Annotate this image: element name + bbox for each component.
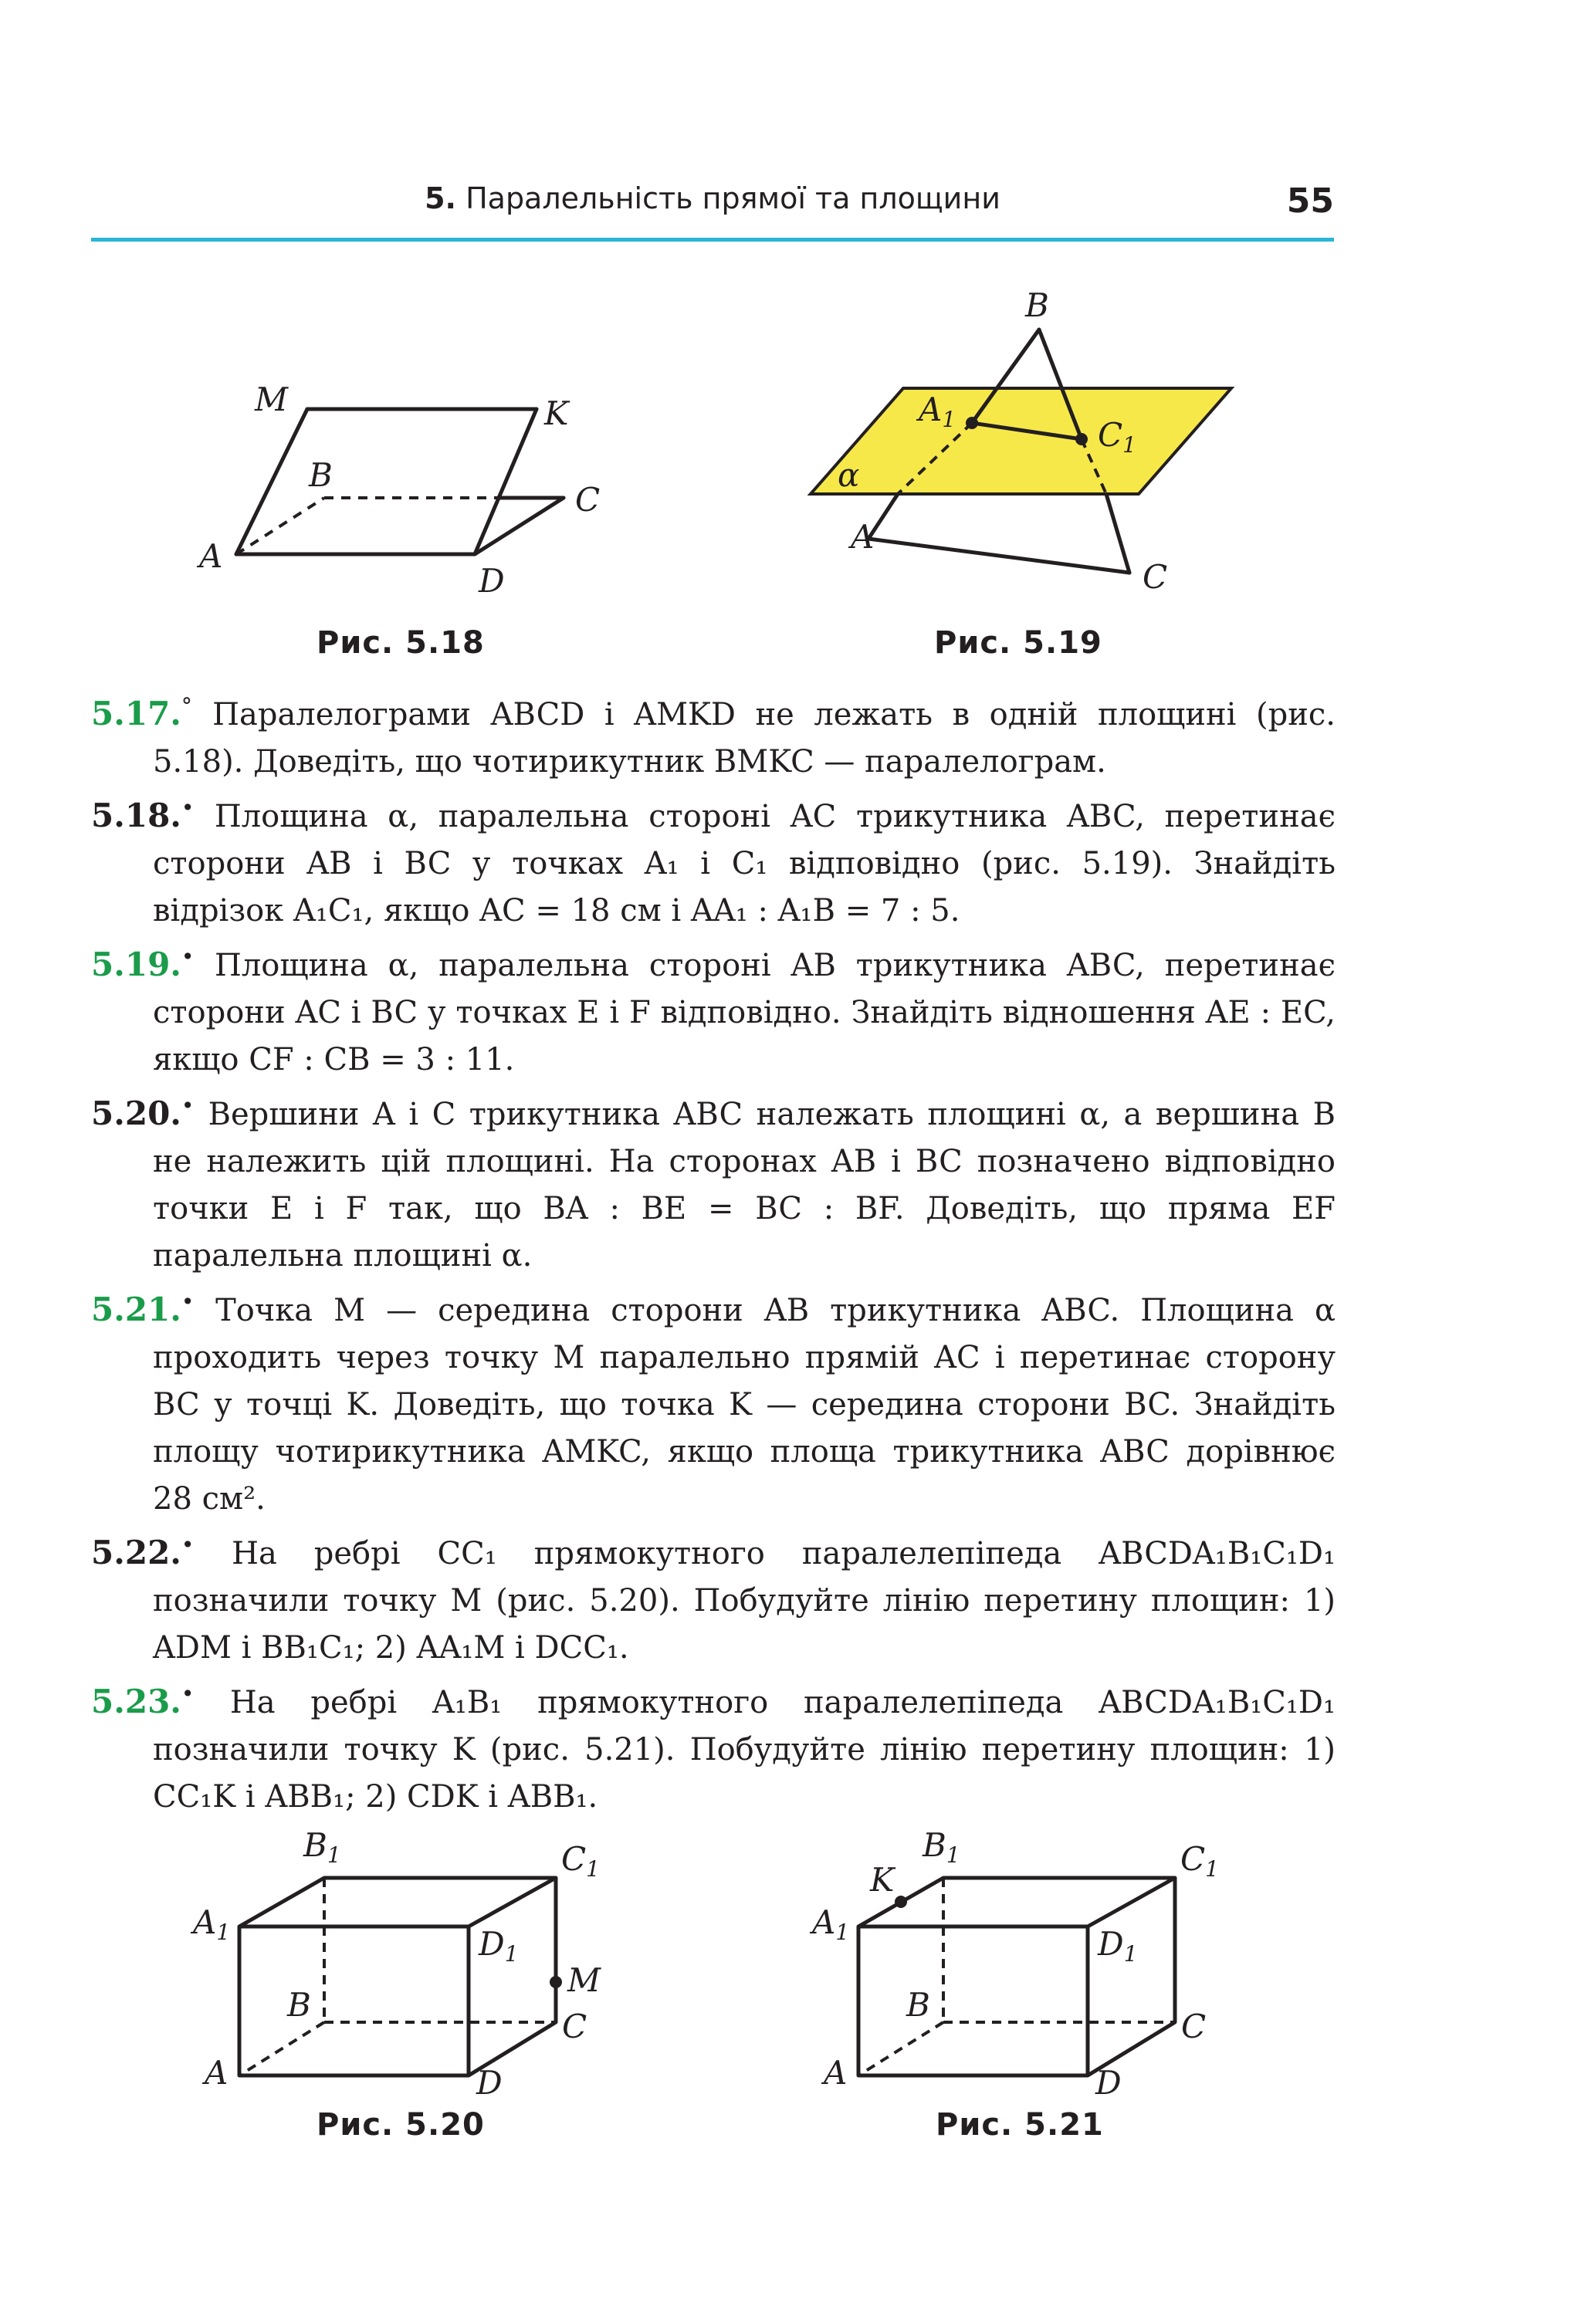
point-m bbox=[550, 1976, 562, 1988]
edge-ab-hidden bbox=[239, 2022, 324, 2075]
figure-5-21 bbox=[808, 1818, 1271, 2143]
problem-text: На ребрі A₁B₁ прямокутного паралелепіпеда ABCDA₁B₁C₁D₁ позначили точку K (рис. 5.21). Побудуйте лінію перетину площин: 1) CC₁K і ABB₁; 2) CDK і ABB₁. bbox=[153, 1685, 1336, 1815]
problem-text: Вершини A і C трикутника ABC належать площині α, а вершина B не належить цій площині. На сторонах AB і BC позначено відповідно точки E і F так, що BA : BE = BC : BF. Доведіть, що пряма EF паралельна площині α. bbox=[153, 1097, 1336, 1274]
label-a: A bbox=[205, 2054, 229, 2092]
problem-number: 5.23. bbox=[91, 1683, 181, 1720]
point-c1 bbox=[1075, 433, 1088, 445]
problem-number: 5.19. bbox=[91, 945, 181, 983]
label-d1: D1 bbox=[1098, 1925, 1138, 1967]
point-a1 bbox=[966, 417, 978, 429]
label-a1: A1 bbox=[193, 1903, 231, 1945]
section-title bbox=[91, 181, 1334, 215]
problem-text: На ребрі CC₁ прямокутного паралелепіпеда ABCDA₁B₁C₁D₁ позначили точку M (рис. 5.20). Побудуйте лінію перетину площин: 1) ADM і BB₁C₁; 2) AA₁M і DCC₁. bbox=[153, 1536, 1336, 1666]
problem-number: 5.21. bbox=[91, 1291, 181, 1328]
label-a: A bbox=[199, 537, 223, 575]
problem-number: 5.17. bbox=[91, 695, 181, 732]
problem-5-17 bbox=[91, 691, 1336, 785]
label-d: D bbox=[476, 2064, 503, 2102]
section-number: 5. bbox=[425, 181, 456, 215]
label-b: B bbox=[287, 1986, 311, 2024]
page-header bbox=[91, 181, 1334, 243]
label-k: K bbox=[870, 1861, 895, 1899]
figure-5-21-caption: Рис. 5.21 bbox=[936, 2107, 1104, 2143]
edge-ab-hidden bbox=[858, 2022, 943, 2075]
label-k: K bbox=[544, 394, 569, 432]
label-a1: A1 bbox=[812, 1903, 850, 1945]
figure-5-18-caption: Рис. 5.18 bbox=[317, 625, 485, 661]
label-d1: D1 bbox=[479, 1925, 519, 1967]
label-a: A bbox=[851, 518, 875, 556]
point-k bbox=[895, 1896, 907, 1908]
label-b1: B1 bbox=[303, 1826, 341, 1868]
difficulty-mark: • bbox=[181, 795, 195, 820]
figure-5-20-drawing bbox=[189, 1818, 652, 2102]
difficulty-mark: • bbox=[181, 1093, 195, 1118]
problem-text: Точка M — середина сторони AB трикутника ABC. Площина α проходить через точку M паралельно прямій AC і перетинає сторону BC у точці K. Доведіть, що точка K — середина сторони BC. Знайдіть площу чотирикутника AMKC, якщо площа трикутника ABC дорівнює 28 см². bbox=[153, 1293, 1336, 1517]
plane-alpha bbox=[811, 388, 1231, 494]
section-title-text: Паралельність прямої та площини bbox=[465, 181, 1000, 215]
label-d: D bbox=[1095, 2064, 1122, 2102]
problem-5-19 bbox=[91, 942, 1336, 1083]
figure-5-18 bbox=[193, 370, 625, 661]
header-rule bbox=[91, 238, 1334, 242]
problem-5-23 bbox=[91, 1679, 1336, 1820]
label-a1: A1 bbox=[919, 391, 956, 432]
label-c1: C1 bbox=[1180, 1840, 1219, 1882]
right-face-edges bbox=[1088, 1878, 1175, 2075]
difficulty-mark: • bbox=[181, 1289, 195, 1314]
problem-number: 5.20. bbox=[91, 1094, 181, 1132]
label-b: B bbox=[309, 456, 333, 494]
label-c: C bbox=[1181, 2008, 1207, 2045]
right-face-edges bbox=[469, 1878, 556, 2075]
top-face-edges bbox=[239, 1878, 556, 1927]
figure-5-20 bbox=[189, 1818, 652, 2143]
label-m: M bbox=[255, 381, 289, 418]
label-a: A bbox=[824, 2054, 848, 2092]
front-face bbox=[239, 1927, 469, 2075]
problem-5-20 bbox=[91, 1091, 1336, 1279]
label-alpha: α bbox=[838, 456, 860, 494]
figure-5-21-drawing bbox=[808, 1818, 1271, 2102]
problem-5-22 bbox=[91, 1530, 1336, 1671]
edge-ac bbox=[868, 539, 1129, 573]
label-c: C bbox=[575, 481, 601, 519]
label-c: C bbox=[562, 2008, 587, 2045]
problem-text: Площина α, паралельна стороні AB трикутника ABC, перетинає сторони AC і BC у точках E і F відповідно. Знайдіть відношення AE : EC, якщо CF : CB = 3 : 11. bbox=[153, 948, 1336, 1077]
figure-5-19 bbox=[795, 286, 1258, 661]
label-c1: C1 bbox=[1098, 416, 1136, 458]
figure-5-19-caption: Рис. 5.19 bbox=[934, 625, 1102, 661]
difficulty-mark: • bbox=[181, 944, 195, 969]
difficulty-mark: • bbox=[181, 1681, 195, 1707]
problem-list bbox=[91, 691, 1336, 1828]
problem-text: Площина α, паралельна стороні AC трикутника ABC, перетинає сторони AB і BC у точках A₁ і C₁ відповідно (рис. 5.19). Знайдіть відрізок A₁C₁, якщо AC = 18 см і AA₁ : A₁B = 7 : 5. bbox=[153, 799, 1336, 929]
label-c1: C1 bbox=[561, 1840, 600, 1882]
label-b: B bbox=[1025, 286, 1049, 324]
figure-5-18-drawing bbox=[193, 370, 625, 602]
label-c: C bbox=[1143, 558, 1168, 596]
label-d: D bbox=[479, 562, 505, 600]
page-number: 55 bbox=[1286, 181, 1334, 221]
label-m: M bbox=[567, 1961, 601, 1999]
problem-text: Паралелограми ABCD і AMKD не лежать в одній площині (рис. 5.18). Доведіть, що чотирикутник BMKC — паралелограм. bbox=[153, 697, 1336, 780]
problem-5-18 bbox=[91, 793, 1336, 934]
front-face bbox=[858, 1927, 1088, 2075]
problem-number: 5.18. bbox=[91, 797, 181, 834]
label-b1: B1 bbox=[923, 1826, 960, 1868]
figure-5-19-drawing bbox=[795, 286, 1258, 602]
label-b: B bbox=[906, 1986, 930, 2024]
problem-number: 5.22. bbox=[91, 1534, 181, 1571]
difficulty-mark: ° bbox=[181, 693, 192, 719]
edge-c-lower bbox=[1106, 494, 1129, 573]
figure-5-20-caption: Рис. 5.20 bbox=[317, 2107, 485, 2143]
difficulty-mark: • bbox=[181, 1532, 195, 1558]
problem-5-21 bbox=[91, 1287, 1336, 1522]
